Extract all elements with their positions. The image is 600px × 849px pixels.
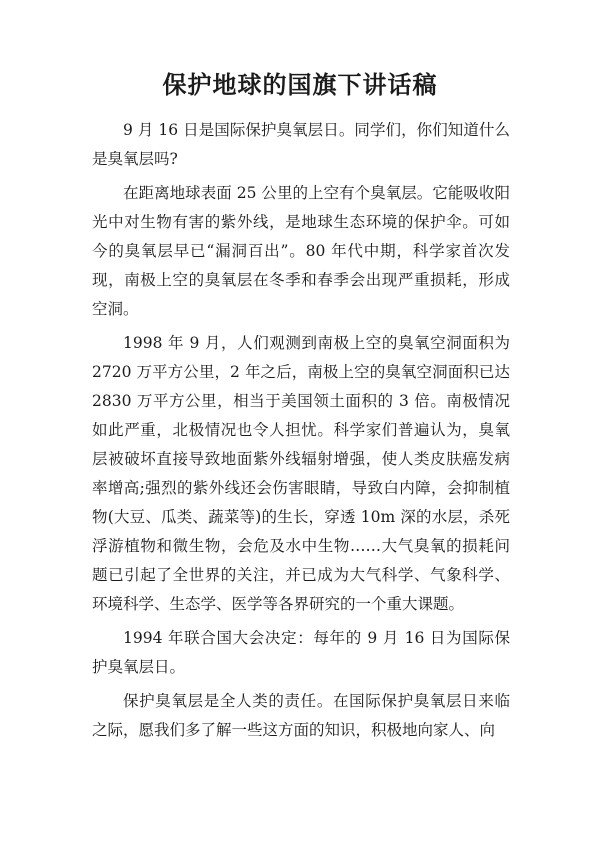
paragraph: 1994 年联合国大会决定：每年的 9 月 16 日为国际保护臭氧层日。 xyxy=(92,629,510,676)
document-body xyxy=(92,116,510,750)
paragraph: 在距离地球表面 25 公里的上空有个臭氧层。它能吸收阳光中对生物有害的紫外线，是地球生态环境的保护伞。可如今的臭氧层早已“漏洞百出”。80 年代中期，科学家首次发现，南极上空的臭氧层在冬季和春季会出现严重损耗，形成空洞。 xyxy=(92,184,510,318)
document-title: 保护地球的国旗下讲话稿 xyxy=(162,70,438,99)
paragraph: 1998 年 9 月，人们观测到南极上空的臭氧空洞面积为 2720 万平方公里，2 年之后，南极上空的臭氧空洞面积已达 2830 万平方公里，相当于美国领土面积的 3 倍。南极情况如此严重，北极情况也令人担忧。科学家们普遍认为，臭氧层被破坏直接导致地面紫外线辐射增强，使人类皮肤癌发病率增高;强烈的紫外线还会伤害眼睛，导致白内障，会抑制植物(大豆、瓜类、蔬菜等)的生长，穿透 10m 深的水层，杀死浮游植物和微生物，会危及水中生物……大气臭氧的损耗问题已引起了全世界的关注，并已成为大气科学、气象科学、环境科学、生态学、医学等各界研究的一个重大课题。 xyxy=(92,334,510,613)
paragraph: 保护臭氧层是全人类的责任。在国际保护臭氧层日来临之际，愿我们多了解一些这方面的知识，积极地向家人、向 xyxy=(92,692,510,739)
paragraph: 9 月 16 日是国际保护臭氧层日。同学们，你们知道什么是臭氧层吗? xyxy=(92,121,510,168)
